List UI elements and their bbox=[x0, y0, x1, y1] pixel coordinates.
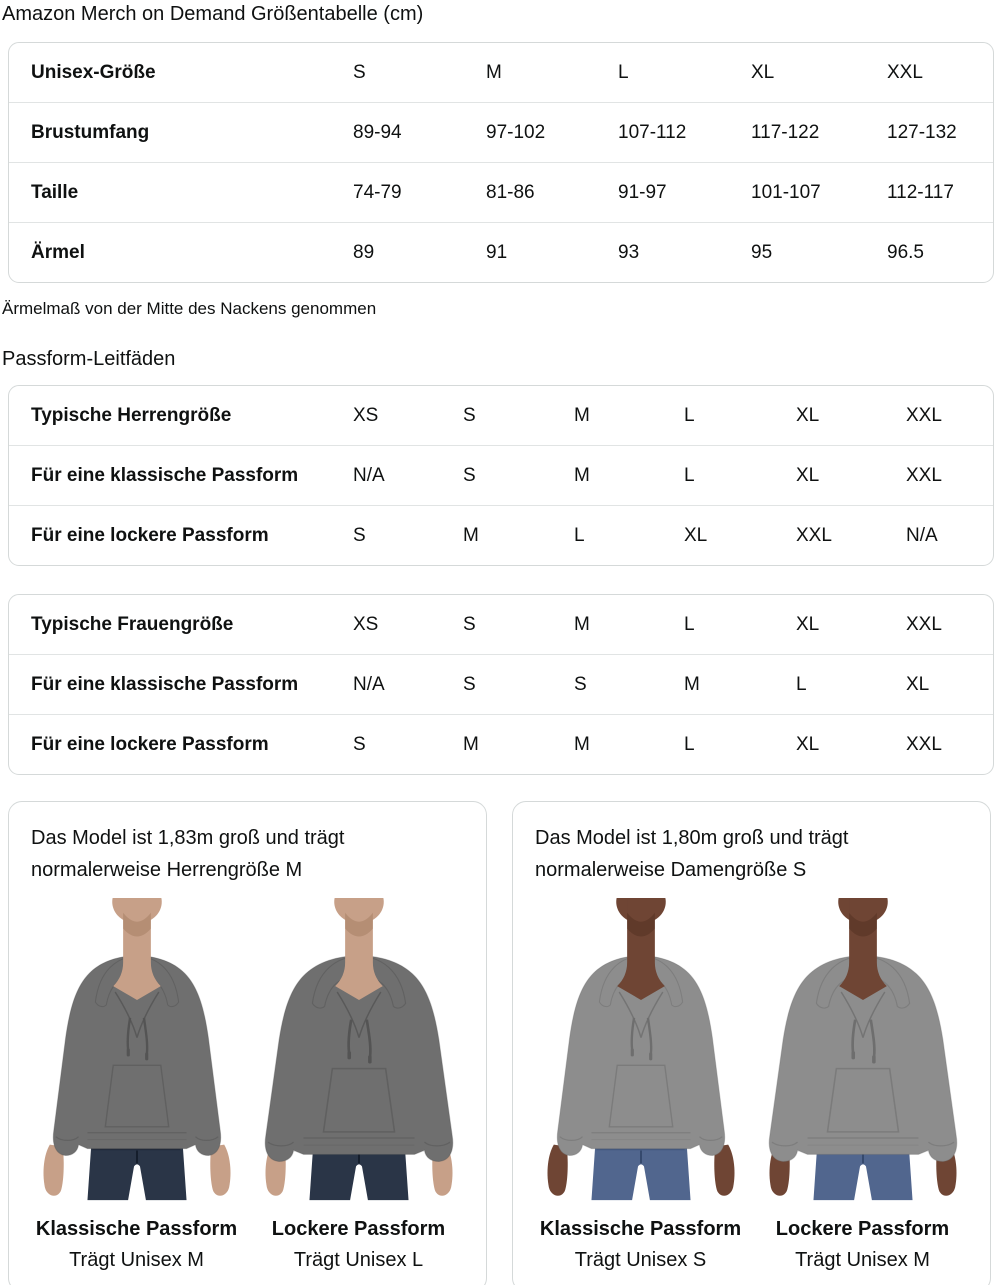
cell: M bbox=[574, 714, 684, 774]
cell: XXL bbox=[906, 404, 942, 426]
cell: L bbox=[684, 613, 695, 635]
sleeve-measure-note: Ärmelmaß von der Mitte des Nackens genommen bbox=[2, 299, 377, 318]
card-figures bbox=[9, 898, 486, 1276]
cell: S bbox=[463, 404, 476, 426]
cell: M bbox=[463, 505, 574, 565]
hoodie-model-illustration bbox=[756, 898, 970, 1201]
card-heading: Das Model ist 1,80m groß und trägt normalerweise Damengröße S bbox=[535, 827, 849, 881]
cell: M bbox=[684, 654, 796, 714]
table-row bbox=[9, 505, 993, 565]
cell: 96.5 bbox=[887, 222, 993, 282]
wears-size-label: Trägt Unisex M bbox=[69, 1249, 204, 1271]
cell: XL bbox=[684, 505, 796, 565]
fit-type-label: Klassische Passform bbox=[35, 1218, 238, 1240]
unisex-size-table bbox=[8, 42, 994, 283]
cell: 91-97 bbox=[618, 162, 751, 222]
cell: 97-102 bbox=[486, 102, 618, 162]
cell: N/A bbox=[906, 505, 993, 565]
cell: S bbox=[353, 505, 463, 565]
cell: XL bbox=[796, 404, 820, 426]
women-model-card bbox=[512, 801, 991, 1285]
table-row bbox=[9, 386, 993, 445]
fit-type-label: Klassische Passform bbox=[539, 1218, 742, 1240]
wears-size-label: Trägt Unisex L bbox=[293, 1249, 424, 1271]
cell: M bbox=[574, 445, 684, 505]
figure-women-classic bbox=[534, 898, 748, 1276]
hoodie-model-illustration bbox=[252, 898, 466, 1201]
cell: L bbox=[618, 61, 629, 83]
cell: M bbox=[463, 714, 574, 774]
model-photo-women-loose-fit bbox=[756, 898, 970, 1201]
cell: L bbox=[684, 404, 695, 426]
cell: L bbox=[684, 445, 796, 505]
cell: XL bbox=[906, 654, 993, 714]
table-row bbox=[9, 654, 993, 714]
cell: 127-132 bbox=[887, 102, 993, 162]
cell: M bbox=[486, 61, 502, 83]
cell: XXL bbox=[887, 61, 923, 83]
cell: S bbox=[574, 654, 684, 714]
cell: S bbox=[353, 714, 463, 774]
cell: M bbox=[574, 404, 590, 426]
cell: XL bbox=[796, 445, 906, 505]
cell: 112-117 bbox=[887, 162, 993, 222]
card-figures bbox=[513, 898, 990, 1276]
table-row bbox=[9, 445, 993, 505]
men-model-card bbox=[8, 801, 487, 1285]
cell: 81-86 bbox=[486, 162, 618, 222]
fit-guides-title: Passform-Leitfäden bbox=[2, 348, 176, 370]
page-title: Amazon Merch on Demand Größentabelle (cm) bbox=[2, 3, 424, 25]
table-row bbox=[9, 595, 993, 654]
card-heading: Das Model ist 1,83m groß und trägt normalerweise Herrengröße M bbox=[31, 827, 345, 881]
cell: S bbox=[463, 654, 574, 714]
table-row bbox=[9, 714, 993, 774]
cell: S bbox=[463, 445, 574, 505]
wears-size-label: Trägt Unisex S bbox=[574, 1249, 707, 1271]
hoodie-model-illustration bbox=[534, 898, 748, 1201]
cell: XXL bbox=[906, 714, 993, 774]
wears-size-label: Trägt Unisex M bbox=[795, 1249, 930, 1271]
cell: XXL bbox=[906, 445, 993, 505]
men-fit-table bbox=[8, 385, 994, 566]
cell: XS bbox=[353, 404, 379, 426]
fit-type-label: Lockere Passform bbox=[271, 1218, 446, 1240]
table-row bbox=[9, 162, 993, 222]
cell: L bbox=[574, 505, 684, 565]
cell: XXL bbox=[796, 505, 906, 565]
cell: M bbox=[574, 613, 590, 635]
table-row bbox=[9, 102, 993, 162]
cell: XL bbox=[751, 61, 775, 83]
cell: L bbox=[796, 654, 906, 714]
row-label: Für eine klassische Passform bbox=[9, 445, 353, 505]
cell: 93 bbox=[618, 222, 751, 282]
cell: 101-107 bbox=[751, 162, 887, 222]
cell: XL bbox=[796, 613, 820, 635]
figure-men-classic bbox=[30, 898, 244, 1276]
model-photo-men-loose-fit bbox=[252, 898, 466, 1201]
cell: S bbox=[353, 61, 366, 83]
table-row bbox=[9, 43, 993, 102]
cell: 74-79 bbox=[353, 162, 486, 222]
model-photo-men-classic-fit bbox=[30, 898, 244, 1201]
row-label: Unisex-Größe bbox=[31, 61, 156, 83]
fit-type-label: Lockere Passform bbox=[775, 1218, 950, 1240]
row-label: Ärmel bbox=[9, 222, 353, 282]
table-row bbox=[9, 222, 993, 282]
cell: 117-122 bbox=[751, 102, 887, 162]
row-label: Für eine klassische Passform bbox=[9, 654, 353, 714]
cell: 107-112 bbox=[618, 102, 751, 162]
women-fit-table bbox=[8, 594, 994, 775]
row-label: Typische Frauengröße bbox=[31, 613, 234, 635]
cell: L bbox=[684, 714, 796, 774]
hoodie-model-illustration bbox=[30, 898, 244, 1201]
model-photo-women-classic-fit bbox=[534, 898, 748, 1201]
cell: 95 bbox=[751, 222, 887, 282]
row-label: Brustumfang bbox=[9, 102, 353, 162]
row-label: Für eine lockere Passform bbox=[9, 714, 353, 774]
cell: 89 bbox=[353, 222, 486, 282]
cell: XXL bbox=[906, 613, 942, 635]
cell: N/A bbox=[353, 445, 463, 505]
figure-women-loose bbox=[756, 898, 970, 1276]
model-cards bbox=[8, 801, 1000, 1285]
row-label: Taille bbox=[9, 162, 353, 222]
cell: 91 bbox=[486, 222, 618, 282]
cell: S bbox=[463, 613, 476, 635]
row-label: Für eine lockere Passform bbox=[9, 505, 353, 565]
figure-men-loose bbox=[252, 898, 466, 1276]
cell: XS bbox=[353, 613, 379, 635]
cell: N/A bbox=[353, 654, 463, 714]
row-label: Typische Herrengröße bbox=[31, 404, 232, 426]
cell: XL bbox=[796, 714, 906, 774]
cell: 89-94 bbox=[353, 102, 486, 162]
